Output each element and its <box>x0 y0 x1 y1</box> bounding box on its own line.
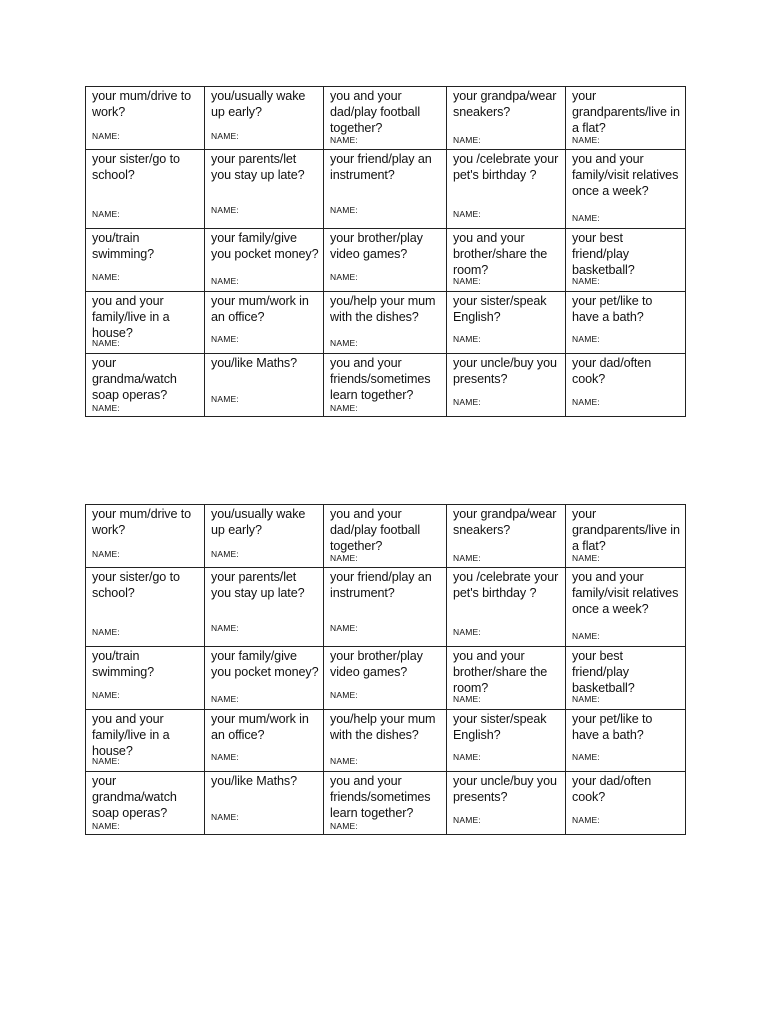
table-row <box>86 647 686 710</box>
question-cell <box>86 772 205 835</box>
name-label: NAME: <box>572 553 600 563</box>
question-cell <box>205 354 324 417</box>
question-cell <box>324 505 447 568</box>
question-text: your pet/like to have a bath? <box>572 294 653 325</box>
name-label: NAME: <box>92 131 120 141</box>
name-label: NAME: <box>572 135 600 145</box>
name-label: NAME: <box>330 690 358 700</box>
name-label: NAME: <box>453 752 481 762</box>
name-label: NAME: <box>92 627 120 637</box>
table-row <box>86 710 686 772</box>
question-cell <box>205 772 324 835</box>
question-cell <box>566 150 686 229</box>
question-text: your family/give you pocket money? <box>211 649 319 680</box>
question-cell <box>447 150 566 229</box>
question-text: your friend/play an instrument? <box>330 570 432 601</box>
question-text: your sister/go to school? <box>92 570 180 601</box>
question-text: you/train swimming? <box>92 649 155 680</box>
question-text: your uncle/buy you presents? <box>453 774 557 805</box>
name-label: NAME: <box>453 694 481 704</box>
table-row <box>86 292 686 354</box>
name-label: NAME: <box>453 397 481 407</box>
name-label: NAME: <box>211 549 239 559</box>
name-label: NAME: <box>211 334 239 344</box>
question-text: you and your dad/play football together? <box>330 89 421 136</box>
question-cell <box>205 568 324 647</box>
name-label: NAME: <box>572 276 600 286</box>
name-label: NAME: <box>330 338 358 348</box>
question-cell <box>324 647 447 710</box>
name-label: NAME: <box>211 394 239 404</box>
question-cell <box>566 710 686 772</box>
question-cell <box>86 87 205 150</box>
name-label: NAME: <box>211 276 239 286</box>
question-text: you/like Maths? <box>211 774 297 788</box>
question-cell <box>205 150 324 229</box>
name-label: NAME: <box>211 205 239 215</box>
name-label: NAME: <box>453 209 481 219</box>
question-cell <box>447 505 566 568</box>
name-label: NAME: <box>211 752 239 762</box>
table-row <box>86 150 686 229</box>
name-label: NAME: <box>211 694 239 704</box>
question-text: your grandma/watch soap operas? <box>92 356 177 403</box>
table-row <box>86 354 686 417</box>
name-label: NAME: <box>330 272 358 282</box>
question-text: your grandma/watch soap operas? <box>92 774 177 821</box>
question-text: you/like Maths? <box>211 356 297 370</box>
question-grid-1 <box>85 86 686 417</box>
question-grid-2 <box>85 504 686 835</box>
name-label: NAME: <box>330 205 358 215</box>
question-cell <box>566 229 686 292</box>
question-cell <box>566 87 686 150</box>
question-cell <box>205 292 324 354</box>
question-text: you and your dad/play football together? <box>330 507 421 554</box>
name-label: NAME: <box>92 338 120 348</box>
question-cell <box>205 87 324 150</box>
name-label: NAME: <box>211 131 239 141</box>
question-cell <box>324 229 447 292</box>
name-label: NAME: <box>453 334 481 344</box>
name-label: NAME: <box>92 756 120 766</box>
name-label: NAME: <box>572 334 600 344</box>
name-label: NAME: <box>92 403 120 413</box>
question-text: your grandpa/wear sneakers? <box>453 89 557 120</box>
question-cell <box>447 647 566 710</box>
question-cell <box>447 710 566 772</box>
question-text: you and your brother/share the room? <box>453 649 548 696</box>
question-cell <box>86 505 205 568</box>
question-text: your parents/let you stay up late? <box>211 152 305 183</box>
name-label: NAME: <box>453 815 481 825</box>
table-row <box>86 568 686 647</box>
question-text: your sister/go to school? <box>92 152 180 183</box>
question-cell <box>86 647 205 710</box>
question-cell <box>205 647 324 710</box>
name-label: NAME: <box>92 821 120 831</box>
question-cell <box>86 710 205 772</box>
question-text: you and your family/visit relatives once a week? <box>572 152 679 199</box>
question-cell <box>566 568 686 647</box>
question-cell <box>447 292 566 354</box>
question-text: you/help your mum with the dishes? <box>330 294 436 325</box>
question-cell <box>566 647 686 710</box>
question-cell <box>86 568 205 647</box>
question-text: your pet/like to have a bath? <box>572 712 653 743</box>
name-label: NAME: <box>330 135 358 145</box>
table-row <box>86 87 686 150</box>
question-cell <box>566 292 686 354</box>
question-cell <box>566 505 686 568</box>
question-text: your best friend/play basketball? <box>572 649 635 696</box>
name-label: NAME: <box>92 549 120 559</box>
question-text: your mum/work in an office? <box>211 294 309 325</box>
question-text: you/help your mum with the dishes? <box>330 712 436 743</box>
question-text: you/usually wake up early? <box>211 89 306 120</box>
name-label: NAME: <box>330 756 358 766</box>
question-text: you/usually wake up early? <box>211 507 306 538</box>
question-text: your dad/often cook? <box>572 356 652 387</box>
name-label: NAME: <box>453 627 481 637</box>
name-label: NAME: <box>211 812 239 822</box>
question-cell <box>324 150 447 229</box>
question-text: your mum/drive to work? <box>92 89 192 120</box>
question-text: you and your family/live in a house? <box>92 712 170 759</box>
question-cell <box>86 150 205 229</box>
question-text: your grandpa/wear sneakers? <box>453 507 557 538</box>
question-text: you and your family/visit relatives once a week? <box>572 570 679 617</box>
question-cell <box>447 772 566 835</box>
question-cell <box>205 710 324 772</box>
name-label: NAME: <box>453 553 481 563</box>
name-label: NAME: <box>330 821 358 831</box>
question-text: your grandparents/live in a flat? <box>572 89 680 136</box>
question-cell <box>566 772 686 835</box>
name-label: NAME: <box>92 690 120 700</box>
question-text: your best friend/play basketball? <box>572 231 635 278</box>
question-text: your uncle/buy you presents? <box>453 356 557 387</box>
name-label: NAME: <box>572 752 600 762</box>
question-text: your sister/speak English? <box>453 294 547 325</box>
name-label: NAME: <box>330 553 358 563</box>
question-cell <box>324 87 447 150</box>
name-label: NAME: <box>572 397 600 407</box>
question-text: you and your brother/share the room? <box>453 231 548 278</box>
question-text: your grandparents/live in a flat? <box>572 507 680 554</box>
name-label: NAME: <box>572 631 600 641</box>
question-cell <box>447 354 566 417</box>
question-text: your mum/work in an office? <box>211 712 309 743</box>
question-text: your friend/play an instrument? <box>330 152 432 183</box>
table-row <box>86 229 686 292</box>
name-label: NAME: <box>572 815 600 825</box>
question-text: your dad/often cook? <box>572 774 652 805</box>
name-label: NAME: <box>330 623 358 633</box>
name-label: NAME: <box>453 135 481 145</box>
name-label: NAME: <box>572 213 600 223</box>
name-label: NAME: <box>92 209 120 219</box>
question-text: your sister/speak English? <box>453 712 547 743</box>
table-row <box>86 772 686 835</box>
question-text: your brother/play video games? <box>330 649 423 680</box>
question-text: you/train swimming? <box>92 231 155 262</box>
question-text: your brother/play video games? <box>330 231 423 262</box>
question-cell <box>324 710 447 772</box>
question-text: you /celebrate your pet's birthday ? <box>453 570 559 601</box>
question-text: your family/give you pocket money? <box>211 231 319 262</box>
question-cell <box>566 354 686 417</box>
question-cell <box>205 229 324 292</box>
question-text: your parents/let you stay up late? <box>211 570 305 601</box>
name-label: NAME: <box>453 276 481 286</box>
name-label: NAME: <box>92 272 120 282</box>
question-cell <box>324 772 447 835</box>
question-cell <box>205 505 324 568</box>
question-text: you and your family/live in a house? <box>92 294 170 341</box>
question-text: you and your friends/sometimes learn together? <box>330 356 431 403</box>
question-cell <box>447 229 566 292</box>
question-text: you /celebrate your pet's birthday ? <box>453 152 559 183</box>
question-cell <box>86 292 205 354</box>
question-cell <box>447 568 566 647</box>
name-label: NAME: <box>211 623 239 633</box>
question-cell <box>447 87 566 150</box>
question-cell <box>324 292 447 354</box>
table-row <box>86 505 686 568</box>
question-cell <box>324 354 447 417</box>
question-cell <box>324 568 447 647</box>
question-text: you and your friends/sometimes learn together? <box>330 774 431 821</box>
name-label: NAME: <box>330 403 358 413</box>
question-cell <box>86 229 205 292</box>
question-text: your mum/drive to work? <box>92 507 192 538</box>
question-cell <box>86 354 205 417</box>
name-label: NAME: <box>572 694 600 704</box>
